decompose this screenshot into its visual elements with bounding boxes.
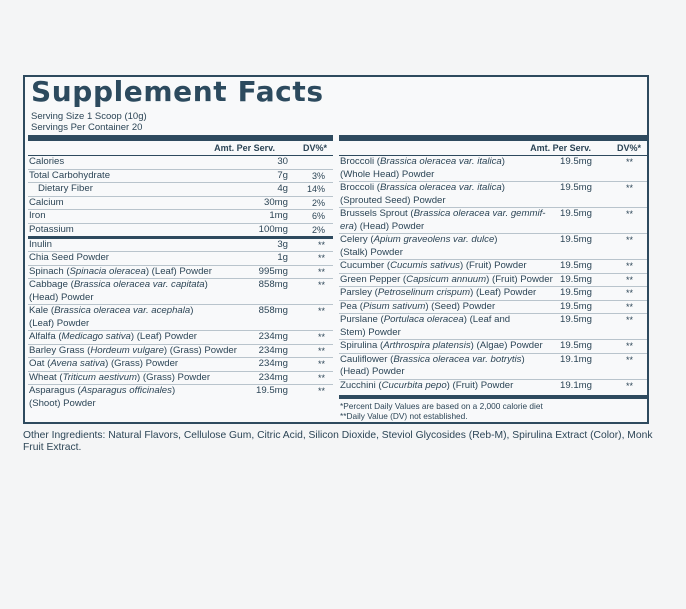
table-row: Potassium 100mg 2%	[28, 224, 333, 239]
table-row: Spinach (Spinacia oleracea) (Leaf) Powder 995mg **	[28, 266, 333, 280]
table-row: Kale (Brassica oleracea var. acephala) (Leaf) Powder 858mg **	[28, 305, 333, 331]
amount-header: Amt. Per Serv.	[530, 143, 591, 153]
dv-not-established-footnote: **Daily Value (DV) not established.	[340, 411, 468, 421]
right-column	[339, 135, 647, 421]
amount-header: Amt. Per Serv.	[214, 143, 275, 153]
alfalfa-name: Alfalfa (Medicago sativa) (Leaf) Powder	[29, 331, 197, 342]
table-row: Broccoli (Brassica oleracea var. italica) (Whole Head) Powder 19.5mg **	[339, 156, 647, 182]
cabbage-name: Cabbage (Brassica oleracea var. capitata) (Head) Powder	[29, 279, 208, 303]
nutrient-list	[28, 156, 333, 411]
dv-header: DV%*	[302, 143, 327, 153]
table-row: Celery (Apium graveolens var. dulce) (Stalk) Powder 19.5mg **	[339, 234, 647, 260]
servings-per-container: Servings Per Container 20	[31, 122, 143, 133]
table-row: Total Carbohydrate 7g 3%	[28, 170, 333, 184]
supplement-facts-panel	[23, 75, 649, 424]
table-row: Iron 1mg 6%	[28, 210, 333, 224]
serving-size: Serving Size 1 Scoop (10g)	[31, 111, 147, 122]
table-row: Alfalfa (Medicago sativa) (Leaf) Powder 234mg **	[28, 331, 333, 345]
left-column	[28, 135, 333, 411]
oat-name: Oat (Avena sativa) (Grass) Powder	[29, 358, 179, 369]
table-row: Barley Grass (Hordeum vulgare) (Grass) Powder 234mg **	[28, 345, 333, 359]
table-row: Parsley (Petroselinum crispum) (Leaf) Powder 19.5mg **	[339, 287, 647, 301]
dv-header: DV%*	[616, 143, 641, 153]
table-row: Dietary Fiber 4g 14%	[28, 183, 333, 197]
asparagus-name: Asparagus (Asparagus officinales) (Shoot) Powder	[29, 385, 176, 409]
table-row: Oat (Avena sativa) (Grass) Powder 234mg **	[28, 358, 333, 372]
wheat-name: Wheat (Triticum aestivum) (Grass) Powder	[29, 371, 211, 383]
table-row: Purslane (Portulaca oleracea) (Leaf and Stem) Powder 19.5mg **	[339, 314, 647, 340]
other-ingredients: Other Ingredients: Natural Flavors, Cellulose Gum, Citric Acid, Silicon Dioxide, Steviol Glycosides (Reb-M), Spirulina Extract (Color), Monk Fruit Extract.	[23, 430, 653, 453]
table-row: Cucumber (Cucumis sativus) (Fruit) Powder 19.5mg **	[339, 260, 647, 274]
table-row: Chia Seed Powder 1g **	[28, 252, 333, 266]
table-row: Brussels Sprout (Brassica oleracea var. gemmif- era) (Head) Powder 19.5mg **	[339, 208, 647, 234]
column-header	[339, 141, 647, 156]
table-row: Green Pepper (Capsicum annuum) (Fruit) Powder 19.5mg **	[339, 274, 647, 288]
table-row: Broccoli (Brassica oleracea var. italica) (Sprouted Seed) Powder 19.5mg **	[339, 182, 647, 208]
table-row: Calcium 30mg 2%	[28, 197, 333, 211]
table-row: Cauliflower (Brassica oleracea var. botrytis) (Head) Powder 19.1mg **	[339, 354, 647, 380]
ingredient-list	[339, 156, 647, 393]
barley-name: Barley Grass (Hordeum vulgare) (Grass) Powder	[29, 344, 237, 356]
table-row: Inulin 3g **	[28, 239, 333, 253]
column-header	[28, 141, 333, 156]
spinach-name: Spinach (Spinacia oleracea) (Leaf) Powder	[29, 265, 212, 277]
table-row: Cabbage (Brassica oleracea var. capitata) (Head) Powder 858mg **	[28, 279, 333, 305]
table-row: Pea (Pisum sativum) (Seed) Powder 19.5mg **	[339, 301, 647, 315]
table-row: Asparagus (Asparagus officinales) (Shoot) Powder 19.5mg **	[29, 385, 325, 409]
dv-footnote: *Percent Daily Values are based on a 2,000 calorie diet	[340, 401, 543, 411]
kale-name: Kale (Brassica oleracea var. acephala) (Leaf) Powder	[29, 305, 194, 329]
table-row: Calories 30	[28, 156, 333, 170]
table-row: Spirulina (Arthrospira platensis) (Algae) Powder 19.5mg **	[339, 340, 647, 354]
panel-title: Supplement Facts	[31, 75, 324, 108]
table-row: Wheat (Triticum aestivum) (Grass) Powder 234mg **	[28, 372, 333, 386]
table-row: Zucchini (Cucurbita pepo) (Fruit) Powder 19.1mg **	[340, 379, 633, 391]
